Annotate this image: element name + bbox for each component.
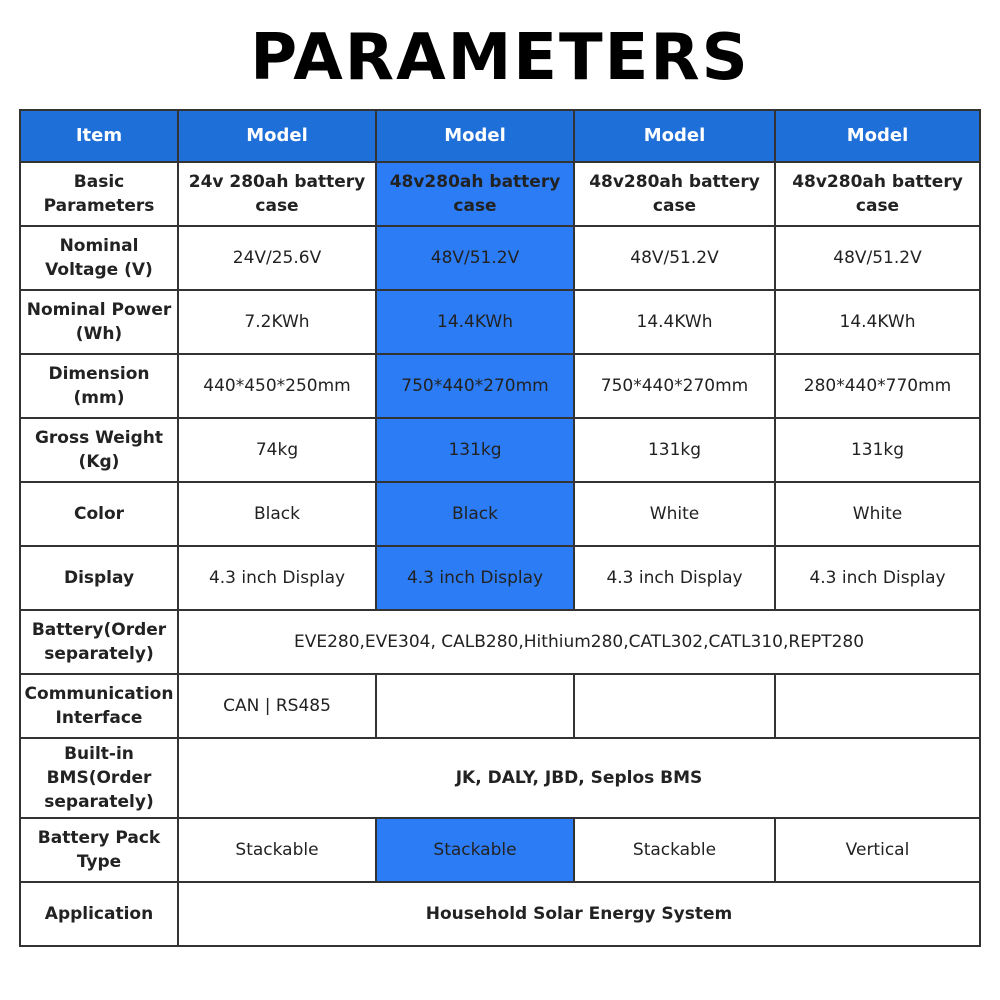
header-model-1: Model bbox=[178, 110, 376, 162]
table-row bbox=[20, 226, 980, 290]
table-cell: 440*450*250mm bbox=[178, 354, 376, 418]
table-cell-highlighted: 14.4KWh bbox=[376, 290, 574, 354]
header-item: Item bbox=[20, 110, 178, 162]
table-row bbox=[20, 290, 980, 354]
table-cell-highlighted: 48V/51.2V bbox=[376, 226, 574, 290]
table-cell-merged: Household Solar Energy System bbox=[178, 882, 980, 946]
header-model-2: Model bbox=[376, 110, 574, 162]
table-cell-highlighted: Black bbox=[376, 482, 574, 546]
table-cell: 14.4KWh bbox=[775, 290, 980, 354]
table-cell: Vertical bbox=[775, 818, 980, 882]
table-row bbox=[20, 738, 980, 818]
table-cell: 24V/25.6V bbox=[178, 226, 376, 290]
table-cell: Stackable bbox=[178, 818, 376, 882]
table-cell: 48V/51.2V bbox=[775, 226, 980, 290]
row-label: Dimension (mm) bbox=[20, 354, 178, 418]
row-label: Built-in BMS(Order separately) bbox=[20, 738, 178, 818]
table-row bbox=[20, 882, 980, 946]
table-cell: 74kg bbox=[178, 418, 376, 482]
table-cell: 7.2KWh bbox=[178, 290, 376, 354]
row-label: Display bbox=[20, 546, 178, 610]
table-cell-highlighted: 48v280ah battery case bbox=[376, 162, 574, 226]
table-cell-empty bbox=[574, 674, 775, 738]
table-cell: 24v 280ah battery case bbox=[178, 162, 376, 226]
table-cell: 48V/51.2V bbox=[574, 226, 775, 290]
row-label: Battery Pack Type bbox=[20, 818, 178, 882]
table-cell: 48v280ah battery case bbox=[574, 162, 775, 226]
table-cell-highlighted: 131kg bbox=[376, 418, 574, 482]
row-label: Battery(Order separately) bbox=[20, 610, 178, 674]
table-cell: White bbox=[574, 482, 775, 546]
row-label: Basic Parameters bbox=[20, 162, 178, 226]
table-row bbox=[20, 482, 980, 546]
table-cell: White bbox=[775, 482, 980, 546]
header-model-3: Model bbox=[574, 110, 775, 162]
row-label: Gross Weight (Kg) bbox=[20, 418, 178, 482]
row-label: Color bbox=[20, 482, 178, 546]
table-cell-highlighted: 750*440*270mm bbox=[376, 354, 574, 418]
table-row bbox=[20, 162, 980, 226]
table-cell: 280*440*770mm bbox=[775, 354, 980, 418]
table-cell: 4.3 inch Display bbox=[775, 546, 980, 610]
header-model-4: Model bbox=[775, 110, 980, 162]
table-cell-empty bbox=[376, 674, 574, 738]
table-row bbox=[20, 354, 980, 418]
table-cell: Stackable bbox=[574, 818, 775, 882]
table-cell-highlighted: 4.3 inch Display bbox=[376, 546, 574, 610]
table-row bbox=[20, 546, 980, 610]
table-cell: 131kg bbox=[775, 418, 980, 482]
table-cell: 131kg bbox=[574, 418, 775, 482]
table-cell-highlighted: Stackable bbox=[376, 818, 574, 882]
table-row bbox=[20, 674, 980, 738]
table-cell: 14.4KWh bbox=[574, 290, 775, 354]
table-cell: 750*440*270mm bbox=[574, 354, 775, 418]
table-cell: Black bbox=[178, 482, 376, 546]
table-row bbox=[20, 610, 980, 674]
row-label: Nominal Power (Wh) bbox=[20, 290, 178, 354]
table-cell-merged: EVE280,EVE304, CALB280,Hithium280,CATL302,CATL310,REPT280 bbox=[178, 610, 980, 674]
table-cell: 4.3 inch Display bbox=[178, 546, 376, 610]
table-cell: 4.3 inch Display bbox=[574, 546, 775, 610]
parameters-table bbox=[19, 109, 981, 947]
table-cell-empty bbox=[775, 674, 980, 738]
page-title: PARAMETERS bbox=[250, 21, 750, 95]
row-label: Communication Interface bbox=[20, 674, 178, 738]
row-label: Application bbox=[20, 882, 178, 946]
table-row bbox=[20, 418, 980, 482]
row-label: Nominal Voltage (V) bbox=[20, 226, 178, 290]
table-cell-merged: JK, DALY, JBD, Seplos BMS bbox=[178, 738, 980, 818]
table-cell: CAN | RS485 bbox=[178, 674, 376, 738]
header-row bbox=[20, 110, 980, 162]
table-row bbox=[20, 818, 980, 882]
table-cell: 48v280ah battery case bbox=[775, 162, 980, 226]
